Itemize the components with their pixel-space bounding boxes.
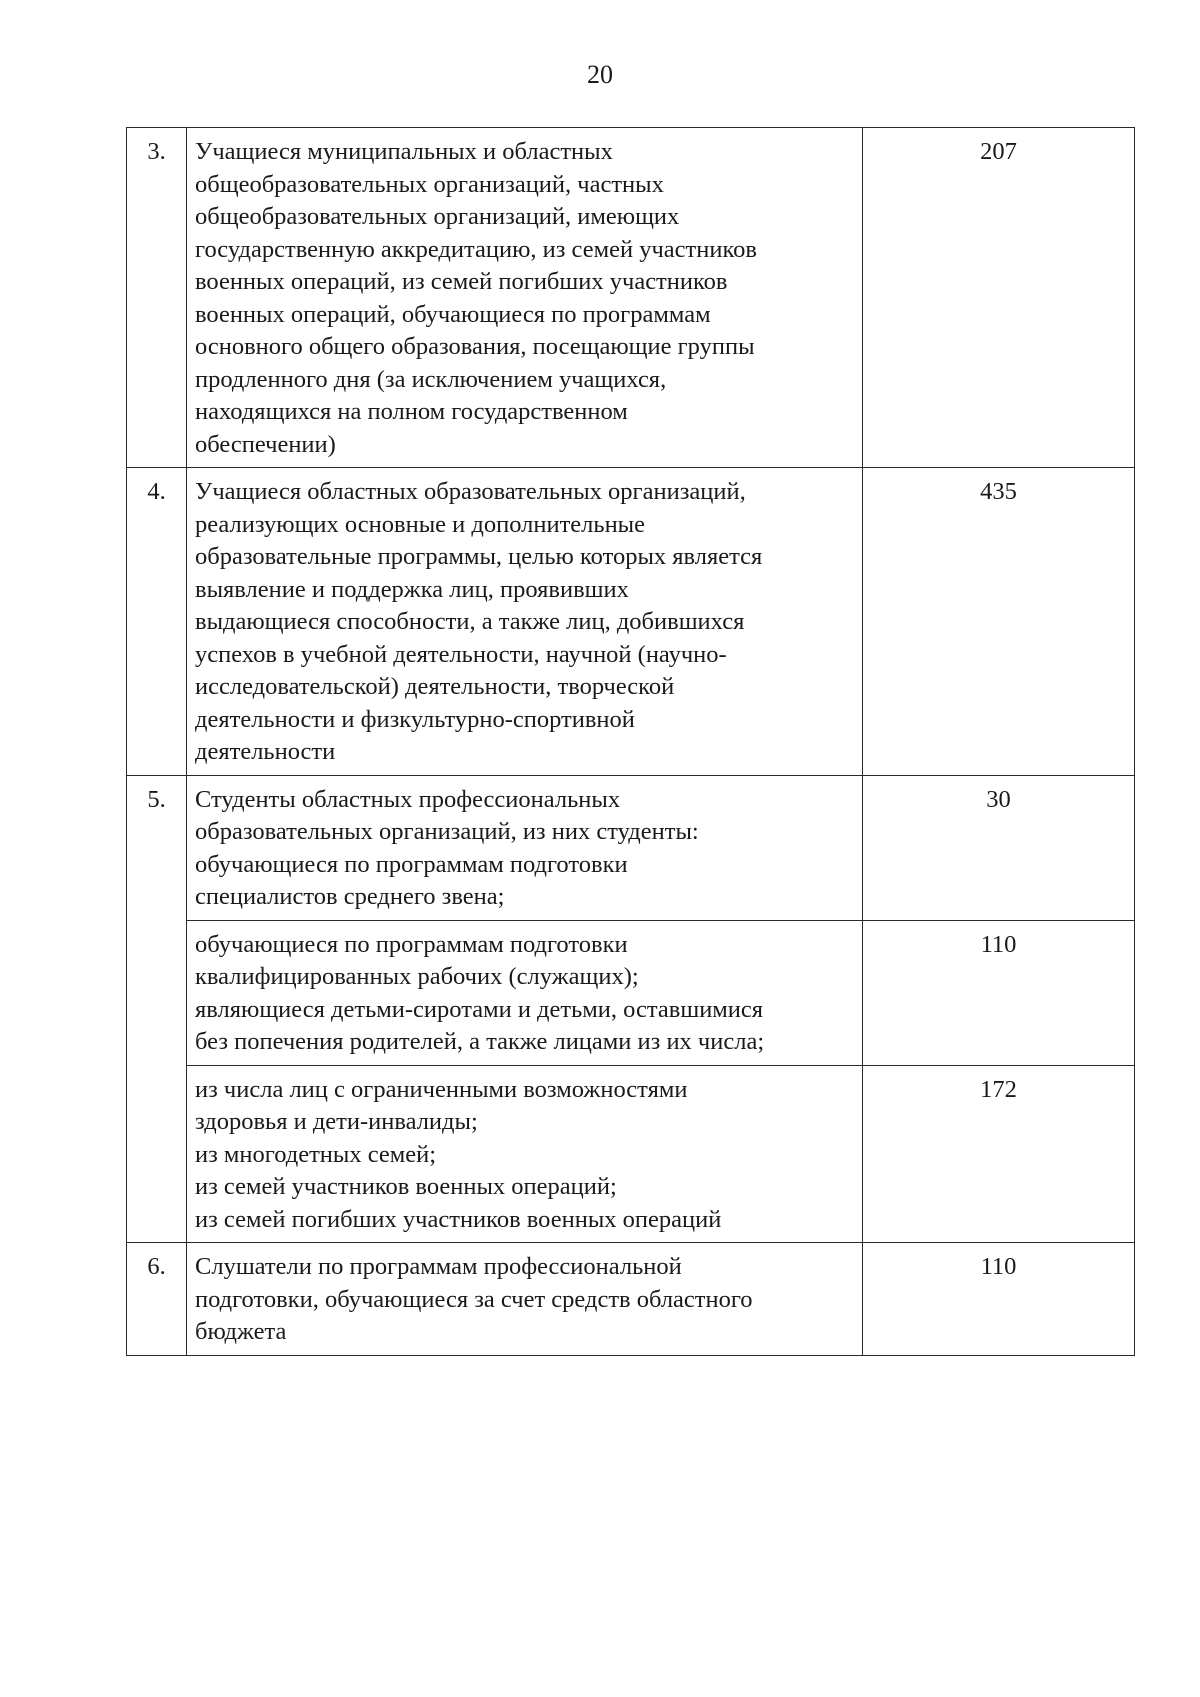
description-line: Студенты областных профессиональных bbox=[195, 785, 621, 813]
row-value-cell: 110 bbox=[863, 1243, 1135, 1356]
description-line: успехов в учебной деятельности, научной (научно- bbox=[195, 640, 727, 668]
description-line: специалистов среднего звена; bbox=[195, 883, 505, 910]
row-number-cell: 3. bbox=[127, 128, 187, 468]
row-value-cell: 172 bbox=[863, 1065, 1135, 1243]
description-line: из числа лиц с ограниченными возможностями bbox=[195, 1075, 688, 1103]
description-line: общеобразовательных организаций, частных bbox=[195, 170, 664, 198]
description-line: бюджета bbox=[195, 1318, 287, 1345]
description-line: Учащиеся областных образовательных организаций, bbox=[195, 478, 746, 505]
document-table bbox=[126, 127, 1135, 1356]
page-number: 20 bbox=[587, 60, 613, 89]
row-description-cell bbox=[187, 1065, 863, 1243]
row-description-cell bbox=[187, 1243, 863, 1356]
description-line: обеспечении) bbox=[195, 430, 336, 458]
row-value-cell: 110 bbox=[863, 920, 1135, 1065]
row-number-cell: 4. bbox=[127, 468, 187, 776]
description-line: здоровья и дети-инвалиды; bbox=[195, 1108, 478, 1135]
description-line: выявление и поддержка лиц, проявивших bbox=[195, 575, 629, 603]
description-line: квалифицированных рабочих (служащих); bbox=[195, 963, 639, 990]
description-line: из семей участников военных операций; bbox=[195, 1173, 617, 1200]
description-line: из семей погибших участников военных операций bbox=[195, 1205, 722, 1233]
description-line: деятельности bbox=[195, 738, 336, 765]
description-line: основного общего образования, посещающие группы bbox=[195, 333, 755, 360]
row-value-cell: 435 bbox=[863, 468, 1135, 776]
description-line: без попечения родителей, а также лицами из их числа; bbox=[195, 1028, 765, 1055]
description-line: реализующих основные и дополнительные bbox=[195, 510, 646, 538]
description-line: находящихся на полном государственном bbox=[195, 398, 628, 425]
description-line: деятельности и физкультурно-спортивной bbox=[195, 705, 635, 733]
description-line: исследовательской) деятельности, творческой bbox=[195, 673, 675, 700]
table-row bbox=[127, 1243, 1135, 1356]
table-row bbox=[127, 920, 1135, 1065]
description-line: из многодетных семей; bbox=[195, 1140, 437, 1168]
description-line: продленного дня (за исключением учащихся, bbox=[195, 365, 667, 393]
row-number-cell: 6. bbox=[127, 1243, 187, 1356]
row-description-cell bbox=[187, 128, 863, 468]
row-value-cell: 207 bbox=[863, 128, 1135, 468]
description-line: обучающиеся по программам подготовки bbox=[195, 850, 628, 878]
description-line: военных операций, обучающиеся по программам bbox=[195, 300, 711, 328]
description-line: государственную аккредитацию, из семей участников bbox=[195, 235, 757, 263]
description-line: подготовки, обучающиеся за счет средств областного bbox=[195, 1285, 753, 1313]
row-description-cell bbox=[187, 468, 863, 776]
description-line: выдающиеся способности, а также лиц, добившихся bbox=[195, 608, 745, 635]
table-row bbox=[127, 128, 1135, 468]
description-line: являющиеся детьми-сиротами и детьми, оставшимися bbox=[195, 995, 764, 1023]
table-row bbox=[127, 1065, 1135, 1243]
description-line: Слушатели по программам профессиональной bbox=[195, 1253, 682, 1280]
description-line: образовательные программы, целью которых является bbox=[195, 543, 763, 570]
row-description-cell bbox=[187, 920, 863, 1065]
description-line: образовательных организаций, из них студенты: bbox=[195, 818, 699, 845]
description-line: Учащиеся муниципальных и областных bbox=[195, 138, 613, 165]
row-description-cell bbox=[187, 775, 863, 920]
description-line: военных операций, из семей погибших участников bbox=[195, 268, 728, 295]
description-line: обучающиеся по программам подготовки bbox=[195, 930, 628, 958]
table-row bbox=[127, 775, 1135, 920]
row-number-cell: 5. bbox=[127, 775, 187, 1243]
table-row bbox=[127, 468, 1135, 776]
row-value-cell: 30 bbox=[863, 775, 1135, 920]
description-line: общеобразовательных организаций, имеющих bbox=[195, 203, 680, 230]
